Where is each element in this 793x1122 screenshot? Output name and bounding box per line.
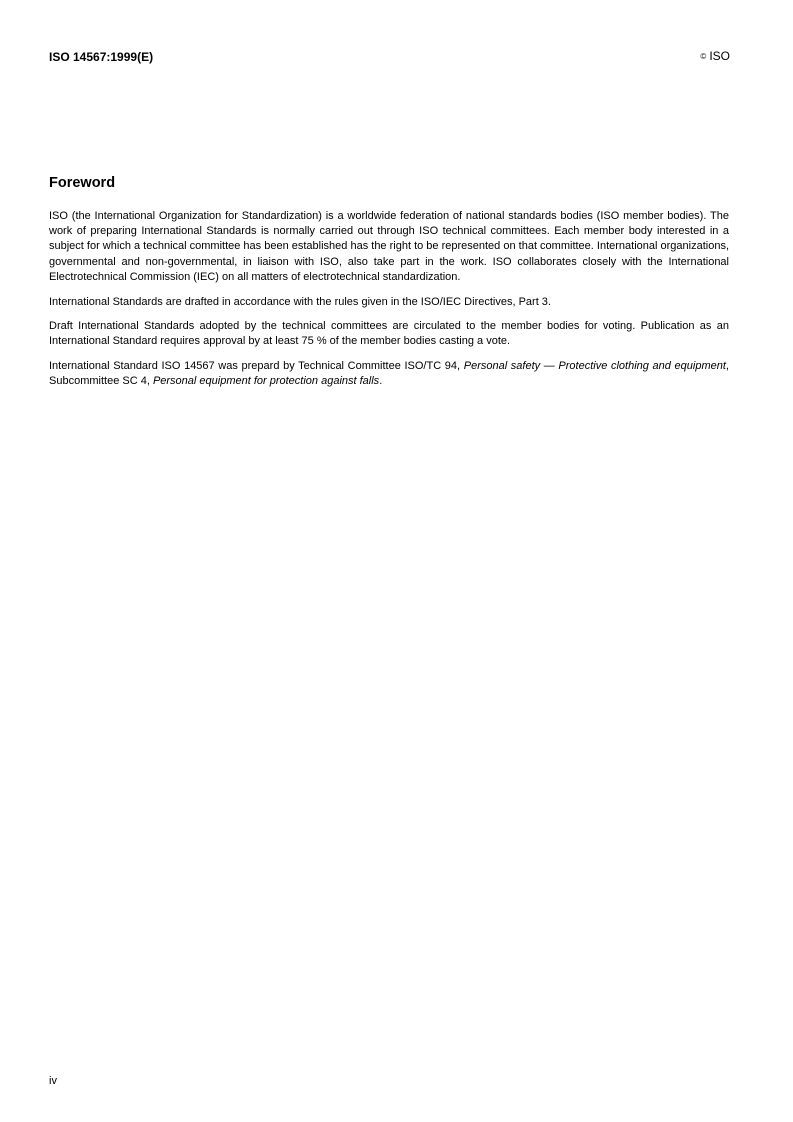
page-number: iv — [49, 1075, 57, 1087]
foreword-body — [49, 209, 729, 399]
copyright-notice — [700, 49, 730, 64]
foreword-paragraph-4 — [49, 359, 729, 389]
paragraph-4-text-2: , Subcommittee SC 4, — [49, 360, 729, 388]
committee-title: Personal safety — Protective clothing and equipment — [463, 360, 726, 373]
copyright-symbol: © — [700, 52, 707, 61]
paragraph-4-text-3: . — [379, 375, 383, 388]
foreword-paragraph-3: Draft International Standards adopted by the technical committees are circulated to the member bodies for voting. Publication as an International Standard requires approval by at least 75 % of the member bodies casting a vote. — [49, 320, 729, 348]
section-title: Foreword — [49, 175, 116, 191]
subcommittee-title: Personal equipment for protection against falls — [152, 375, 380, 388]
foreword-paragraph-2: International Standards are drafted in accordance with the rules given in the ISO/IEC Directives, Part 3. — [49, 295, 551, 308]
foreword-paragraph-1: ISO (the International Organization for Standardization) is a worldwide federation of national standards bodies (ISO member bodies). The work of preparing International Standards is normally carried out through ISO technical committees. Each member body interested in a subject for which a technical committee has been established has the right to be represented on that committee. International organizations, governmental and non-governmental, in liaison with ISO, also take part in the work. ISO collaborates closely with the International Electrotechnical Commission (IEC) on all matters of electrotechnical standardization. — [49, 210, 729, 283]
copyright-holder: ISO — [709, 49, 730, 63]
paragraph-4-text-1: International Standard ISO 14567 was prepard by Technical Committee ISO/TC 94, — [49, 360, 464, 373]
document-identifier: ISO 14567:1999(E) — [49, 50, 154, 64]
